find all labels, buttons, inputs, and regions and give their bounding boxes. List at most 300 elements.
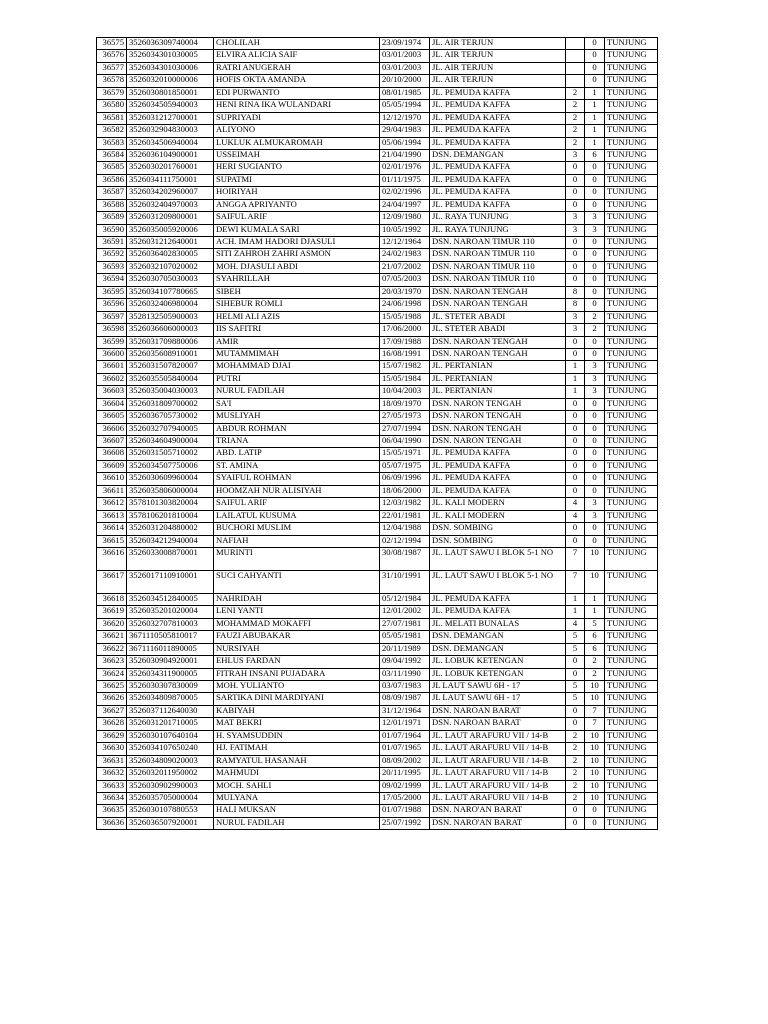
birth-date-cell: 09/04/1992 [380, 656, 430, 668]
address-cell: JL. PERTANIAN [430, 373, 566, 385]
name-cell: MAHMUDI [214, 768, 380, 780]
row-number-cell: 36626 [97, 693, 127, 705]
birth-date-cell: 31/10/1991 [380, 570, 430, 593]
name-cell: ABDUR ROHMAN [214, 423, 380, 435]
village-cell: TUNJUNG [605, 792, 658, 804]
birth-date-cell: 17/06/2000 [380, 324, 430, 336]
table-row [97, 224, 658, 236]
rt-cell: 2 [566, 755, 585, 767]
row-number-cell: 36620 [97, 618, 127, 630]
rw-cell: 10 [585, 780, 605, 792]
rw-cell: 1 [585, 87, 605, 99]
address-cell: DSN. NAROAN TENGAH [430, 336, 566, 348]
table-row [97, 643, 658, 655]
rw-cell: 6 [585, 149, 605, 161]
row-number-cell: 36618 [97, 593, 127, 605]
row-number-cell: 36612 [97, 498, 127, 510]
name-cell: HOIRIYAH [214, 187, 380, 199]
nik-cell: 3528132505900003 [127, 311, 214, 323]
birth-date-cell: 03/07/1983 [380, 681, 430, 693]
rt-cell: 2 [566, 87, 585, 99]
rt-cell: 5 [566, 681, 585, 693]
row-number-cell: 36629 [97, 730, 127, 742]
birth-date-cell: 31/12/1964 [380, 705, 430, 717]
nik-cell: 3526035608910001 [127, 348, 214, 360]
birth-date-cell: 05/12/1984 [380, 593, 430, 605]
rw-cell: 1 [585, 112, 605, 124]
address-cell: JL. LOBUK KETENGAN [430, 668, 566, 680]
rw-cell: 3 [585, 386, 605, 398]
village-cell: TUNJUNG [605, 423, 658, 435]
name-cell: SA'I [214, 398, 380, 410]
birth-date-cell: 12/01/2002 [380, 606, 430, 618]
village-cell: TUNJUNG [605, 718, 658, 730]
table-row [97, 373, 658, 385]
birth-date-cell: 16/08/1991 [380, 348, 430, 360]
address-cell: DSN. DEMANGAN [430, 631, 566, 643]
village-cell: TUNJUNG [605, 199, 658, 211]
nik-cell: 3526034107650240 [127, 743, 214, 755]
name-cell: HOOMZAH NUR ALISIYAH [214, 485, 380, 497]
nik-cell: 3526034212940004 [127, 535, 214, 547]
name-cell: MAT BEKRI [214, 718, 380, 730]
nik-cell: 3526034202960007 [127, 187, 214, 199]
row-number-cell: 36630 [97, 743, 127, 755]
birth-date-cell: 08/01/1985 [380, 87, 430, 99]
birth-date-cell: 24/06/1998 [380, 299, 430, 311]
nik-cell: 3526031809700002 [127, 398, 214, 410]
birth-date-cell: 12/12/1970 [380, 112, 430, 124]
table-row [97, 174, 658, 186]
rw-cell: 0 [585, 336, 605, 348]
name-cell: MOHAMMAD DJAI [214, 361, 380, 373]
row-number-cell: 36576 [97, 50, 127, 62]
table-row [97, 149, 658, 161]
birth-date-cell: 15/05/1984 [380, 373, 430, 385]
birth-date-cell: 07/05/2003 [380, 274, 430, 286]
rw-cell: 0 [585, 62, 605, 74]
rt-cell: 0 [566, 473, 585, 485]
nik-cell: 3526032404970003 [127, 199, 214, 211]
village-cell: TUNJUNG [605, 618, 658, 630]
table-row [97, 299, 658, 311]
name-cell: RATRI ANUGERAH [214, 62, 380, 74]
row-number-cell: 36575 [97, 38, 127, 50]
address-cell: JL. AIR TERJUN [430, 38, 566, 50]
name-cell: BUCHORI MUSLIM [214, 523, 380, 535]
village-cell: TUNJUNG [605, 38, 658, 50]
address-cell: DSN. NARON TENGAH [430, 436, 566, 448]
rw-cell: 5 [585, 618, 605, 630]
row-number-cell: 36577 [97, 62, 127, 74]
row-number-cell: 36621 [97, 631, 127, 643]
table-row [97, 286, 658, 298]
rw-cell: 2 [585, 311, 605, 323]
address-cell: DSN. DEMANGAN [430, 149, 566, 161]
table-row [97, 411, 658, 423]
rt-cell [566, 38, 585, 50]
rw-cell: 10 [585, 681, 605, 693]
village-cell: TUNJUNG [605, 286, 658, 298]
row-number-cell: 36590 [97, 224, 127, 236]
row-number-cell: 36589 [97, 212, 127, 224]
nik-cell: 3526035705000004 [127, 792, 214, 804]
village-cell: TUNJUNG [605, 299, 658, 311]
address-cell: DSN. NAROAN TIMUR 110 [430, 261, 566, 273]
village-cell: TUNJUNG [605, 336, 658, 348]
data-table [96, 37, 658, 830]
row-number-cell: 36597 [97, 311, 127, 323]
nik-cell: 3526036507920001 [127, 817, 214, 829]
village-cell: TUNJUNG [605, 249, 658, 261]
village-cell: TUNJUNG [605, 460, 658, 472]
rt-cell: 3 [566, 212, 585, 224]
nik-cell: 3526036104900001 [127, 149, 214, 161]
table-row [97, 631, 658, 643]
row-number-cell: 36602 [97, 373, 127, 385]
village-cell: TUNJUNG [605, 535, 658, 547]
rt-cell: 0 [566, 668, 585, 680]
row-number-cell: 36578 [97, 75, 127, 87]
table-row [97, 743, 658, 755]
village-cell: TUNJUNG [605, 730, 658, 742]
rw-cell: 0 [585, 274, 605, 286]
address-cell: JL. PEMUDA KAFFA [430, 100, 566, 112]
village-cell: TUNJUNG [605, 498, 658, 510]
village-cell: TUNJUNG [605, 668, 658, 680]
village-cell: TUNJUNG [605, 643, 658, 655]
address-cell: JL. LAUT ARAFURU VII / 14-B [430, 743, 566, 755]
table-row [97, 805, 658, 817]
rt-cell: 3 [566, 311, 585, 323]
birth-date-cell: 06/09/1996 [380, 473, 430, 485]
row-number-cell: 36611 [97, 485, 127, 497]
village-cell: TUNJUNG [605, 681, 658, 693]
rw-cell: 0 [585, 448, 605, 460]
birth-date-cell: 27/07/1994 [380, 423, 430, 435]
table-row [97, 137, 658, 149]
table-row [97, 249, 658, 261]
village-cell: TUNJUNG [605, 705, 658, 717]
address-cell: JL. PEMUDA KAFFA [430, 460, 566, 472]
address-cell: JL. LAUT ARAFURU VII / 14-B [430, 792, 566, 804]
row-number-cell: 36632 [97, 768, 127, 780]
birth-date-cell: 21/07/2002 [380, 261, 430, 273]
rw-cell: 0 [585, 249, 605, 261]
row-number-cell: 36587 [97, 187, 127, 199]
address-cell: DSN. NAROAN BARAT [430, 705, 566, 717]
name-cell: SUPRIYADI [214, 112, 380, 124]
village-cell: TUNJUNG [605, 348, 658, 360]
birth-date-cell: 12/12/1964 [380, 237, 430, 249]
table-row [97, 187, 658, 199]
name-cell: LENI YANTI [214, 606, 380, 618]
rt-cell: 2 [566, 100, 585, 112]
rw-cell: 0 [585, 460, 605, 472]
rt-cell: 0 [566, 805, 585, 817]
table-row [97, 436, 658, 448]
row-number-cell: 36586 [97, 174, 127, 186]
birth-date-cell: 17/09/1988 [380, 336, 430, 348]
table-row [97, 535, 658, 547]
rt-cell: 2 [566, 768, 585, 780]
table-row [97, 100, 658, 112]
name-cell: SIBEH [214, 286, 380, 298]
name-cell: MOCH. SAHLI [214, 780, 380, 792]
rw-cell: 2 [585, 668, 605, 680]
row-number-cell: 36603 [97, 386, 127, 398]
rw-cell: 1 [585, 137, 605, 149]
birth-date-cell: 24/04/1997 [380, 199, 430, 211]
table-row [97, 681, 658, 693]
rt-cell: 3 [566, 149, 585, 161]
nik-cell: 3526034311900005 [127, 668, 214, 680]
rt-cell: 2 [566, 125, 585, 137]
birth-date-cell: 23/09/1974 [380, 38, 430, 50]
table-row [97, 125, 658, 137]
nik-cell: 3526030801850001 [127, 87, 214, 99]
table-row [97, 510, 658, 522]
nik-cell: 3526034301030006 [127, 62, 214, 74]
nik-cell: 3526032011950002 [127, 768, 214, 780]
village-cell: TUNJUNG [605, 411, 658, 423]
nik-cell: 3526032707940005 [127, 423, 214, 435]
rt-cell: 0 [566, 261, 585, 273]
address-cell: JL. STETER ABADI [430, 324, 566, 336]
row-number-cell: 36606 [97, 423, 127, 435]
birth-date-cell: 12/03/1982 [380, 498, 430, 510]
village-cell: TUNJUNG [605, 510, 658, 522]
row-number-cell: 36605 [97, 411, 127, 423]
birth-date-cell: 27/07/1981 [380, 618, 430, 630]
name-cell: CHOLILAH [214, 38, 380, 50]
row-number-cell: 36585 [97, 162, 127, 174]
table-row [97, 618, 658, 630]
table-row [97, 693, 658, 705]
nik-cell: 3526031507820007 [127, 361, 214, 373]
rt-cell: 4 [566, 510, 585, 522]
table-row [97, 792, 658, 804]
address-cell: JL. PEMUDA KAFFA [430, 87, 566, 99]
address-cell: DSN. NARON TENGAH [430, 398, 566, 410]
address-cell: JL. LAUT ARAFURU VII / 14-B [430, 755, 566, 767]
village-cell: TUNJUNG [605, 87, 658, 99]
name-cell: RAMYATUL HASANAH [214, 755, 380, 767]
address-cell: DSN. NARON TENGAH [430, 423, 566, 435]
village-cell: TUNJUNG [605, 224, 658, 236]
birth-date-cell: 03/01/2003 [380, 50, 430, 62]
row-number-cell: 36633 [97, 780, 127, 792]
village-cell: TUNJUNG [605, 50, 658, 62]
address-cell: DSN. SOMBING [430, 523, 566, 535]
rw-cell: 1 [585, 606, 605, 618]
address-cell: DSN. DEMANGAN [430, 643, 566, 655]
birth-date-cell: 05/06/1994 [380, 137, 430, 149]
address-cell: JL. LAUT ARAFURU VII / 14-B [430, 730, 566, 742]
name-cell: MURINTI [214, 547, 380, 570]
nik-cell: 3671110505810017 [127, 631, 214, 643]
row-number-cell: 36592 [97, 249, 127, 261]
nik-cell: 3526034507750006 [127, 460, 214, 472]
village-cell: TUNJUNG [605, 261, 658, 273]
rt-cell: 8 [566, 286, 585, 298]
row-number-cell: 36608 [97, 448, 127, 460]
name-cell: NAFIAH [214, 535, 380, 547]
rt-cell: 0 [566, 336, 585, 348]
rw-cell: 1 [585, 125, 605, 137]
village-cell: TUNJUNG [605, 112, 658, 124]
row-number-cell: 36604 [97, 398, 127, 410]
birth-date-cell: 18/09/1970 [380, 398, 430, 410]
row-number-cell: 36595 [97, 286, 127, 298]
address-cell: JL. PEMUDA KAFFA [430, 137, 566, 149]
row-number-cell: 36583 [97, 137, 127, 149]
address-cell: JL. PERTANIAN [430, 386, 566, 398]
village-cell: TUNJUNG [605, 768, 658, 780]
name-cell: AMIR [214, 336, 380, 348]
rt-cell: 2 [566, 792, 585, 804]
row-number-cell: 36582 [97, 125, 127, 137]
rt-cell: 3 [566, 224, 585, 236]
row-number-cell: 36625 [97, 681, 127, 693]
name-cell: NAHRIDAH [214, 593, 380, 605]
name-cell: SARTIKA DINI MARDIYANI [214, 693, 380, 705]
row-number-cell: 36628 [97, 718, 127, 730]
rt-cell: 0 [566, 162, 585, 174]
rw-cell: 10 [585, 768, 605, 780]
name-cell: SAIFUL ARIF [214, 498, 380, 510]
nik-cell: 3526030705030003 [127, 274, 214, 286]
rt-cell: 3 [566, 324, 585, 336]
village-cell: TUNJUNG [605, 398, 658, 410]
table-row [97, 237, 658, 249]
address-cell: JL. PEMUDA KAFFA [430, 187, 566, 199]
nik-cell: 3526032107020002 [127, 261, 214, 273]
birth-date-cell: 01/07/1988 [380, 805, 430, 817]
nik-cell: 3526030307830009 [127, 681, 214, 693]
rt-cell: 0 [566, 436, 585, 448]
row-number-cell: 36584 [97, 149, 127, 161]
table-row [97, 50, 658, 62]
name-cell: SYAIFUL ROHMAN [214, 473, 380, 485]
rw-cell: 1 [585, 593, 605, 605]
name-cell: USSEIMAH [214, 149, 380, 161]
rt-cell [566, 50, 585, 62]
rt-cell: 0 [566, 817, 585, 829]
village-cell: TUNJUNG [605, 137, 658, 149]
rw-cell: 10 [585, 570, 605, 593]
birth-date-cell: 24/02/1983 [380, 249, 430, 261]
table-row [97, 780, 658, 792]
village-cell: TUNJUNG [605, 75, 658, 87]
rt-cell [566, 75, 585, 87]
rt-cell: 0 [566, 705, 585, 717]
rt-cell: 1 [566, 606, 585, 618]
village-cell: TUNJUNG [605, 743, 658, 755]
row-number-cell: 36614 [97, 523, 127, 535]
table-row [97, 498, 658, 510]
table-row [97, 705, 658, 717]
birth-date-cell: 27/05/1973 [380, 411, 430, 423]
name-cell: SYAHRILLAH [214, 274, 380, 286]
village-cell: TUNJUNG [605, 212, 658, 224]
birth-date-cell: 25/07/1992 [380, 817, 430, 829]
birth-date-cell: 09/02/1999 [380, 780, 430, 792]
birth-date-cell: 20/03/1970 [380, 286, 430, 298]
address-cell: JL. PEMUDA KAFFA [430, 162, 566, 174]
rt-cell: 0 [566, 460, 585, 472]
birth-date-cell: 12/01/1971 [380, 718, 430, 730]
table-row [97, 386, 658, 398]
nik-cell: 3526031204880002 [127, 523, 214, 535]
name-cell: TRIANA [214, 436, 380, 448]
name-cell: DEWI KUMALA SARI [214, 224, 380, 236]
address-cell: JL. PEMUDA KAFFA [430, 448, 566, 460]
nik-cell: 3526031209800001 [127, 212, 214, 224]
birth-date-cell: 08/09/2002 [380, 755, 430, 767]
rw-cell: 3 [585, 212, 605, 224]
village-cell: TUNJUNG [605, 606, 658, 618]
rt-cell: 0 [566, 523, 585, 535]
nik-cell: 3526031709880006 [127, 336, 214, 348]
rt-cell [566, 62, 585, 74]
table-row [97, 212, 658, 224]
row-number-cell: 36596 [97, 299, 127, 311]
table-row [97, 162, 658, 174]
nik-cell: 3526033008870001 [127, 547, 214, 570]
address-cell: JL. PEMUDA KAFFA [430, 174, 566, 186]
name-cell: MOHAMMAD MOKAFFI [214, 618, 380, 630]
address-cell: JL. PEMUDA KAFFA [430, 199, 566, 211]
birth-date-cell: 01/07/1965 [380, 743, 430, 755]
row-number-cell: 36579 [97, 87, 127, 99]
row-number-cell: 36631 [97, 755, 127, 767]
village-cell: TUNJUNG [605, 187, 658, 199]
name-cell: SUCI CAHYANTI [214, 570, 380, 593]
address-cell: JL. LAUT SAWU I BLOK 5-1 NO [430, 547, 566, 570]
village-cell: TUNJUNG [605, 237, 658, 249]
name-cell: EHLUS FARDAN [214, 656, 380, 668]
rt-cell: 0 [566, 485, 585, 497]
rw-cell: 0 [585, 348, 605, 360]
rw-cell: 10 [585, 730, 605, 742]
address-cell: JL. RAYA TUNJUNG [430, 224, 566, 236]
birth-date-cell: 10/04/2003 [380, 386, 430, 398]
address-cell: JL. MELATI BUNALAS [430, 618, 566, 630]
table-row [97, 768, 658, 780]
table-row [97, 274, 658, 286]
birth-date-cell: 21/04/1990 [380, 149, 430, 161]
nik-cell: 3526036402830005 [127, 249, 214, 261]
rt-cell: 8 [566, 299, 585, 311]
address-cell: JL. PEMUDA KAFFA [430, 112, 566, 124]
name-cell: SAIFUL ARIF [214, 212, 380, 224]
table-row [97, 460, 658, 472]
rw-cell: 10 [585, 743, 605, 755]
rt-cell: 2 [566, 780, 585, 792]
name-cell: MUTAMMIMAH [214, 348, 380, 360]
village-cell: TUNJUNG [605, 448, 658, 460]
rw-cell: 0 [585, 199, 605, 211]
name-cell: ABD. LATIP [214, 448, 380, 460]
nik-cell: 3526036309740004 [127, 38, 214, 50]
birth-date-cell: 01/11/1975 [380, 174, 430, 186]
address-cell: JL. STETER ABADI [430, 311, 566, 323]
village-cell: TUNJUNG [605, 693, 658, 705]
address-cell: JL. LOBUK KETENGAN [430, 656, 566, 668]
village-cell: TUNJUNG [605, 547, 658, 570]
row-number-cell: 36619 [97, 606, 127, 618]
